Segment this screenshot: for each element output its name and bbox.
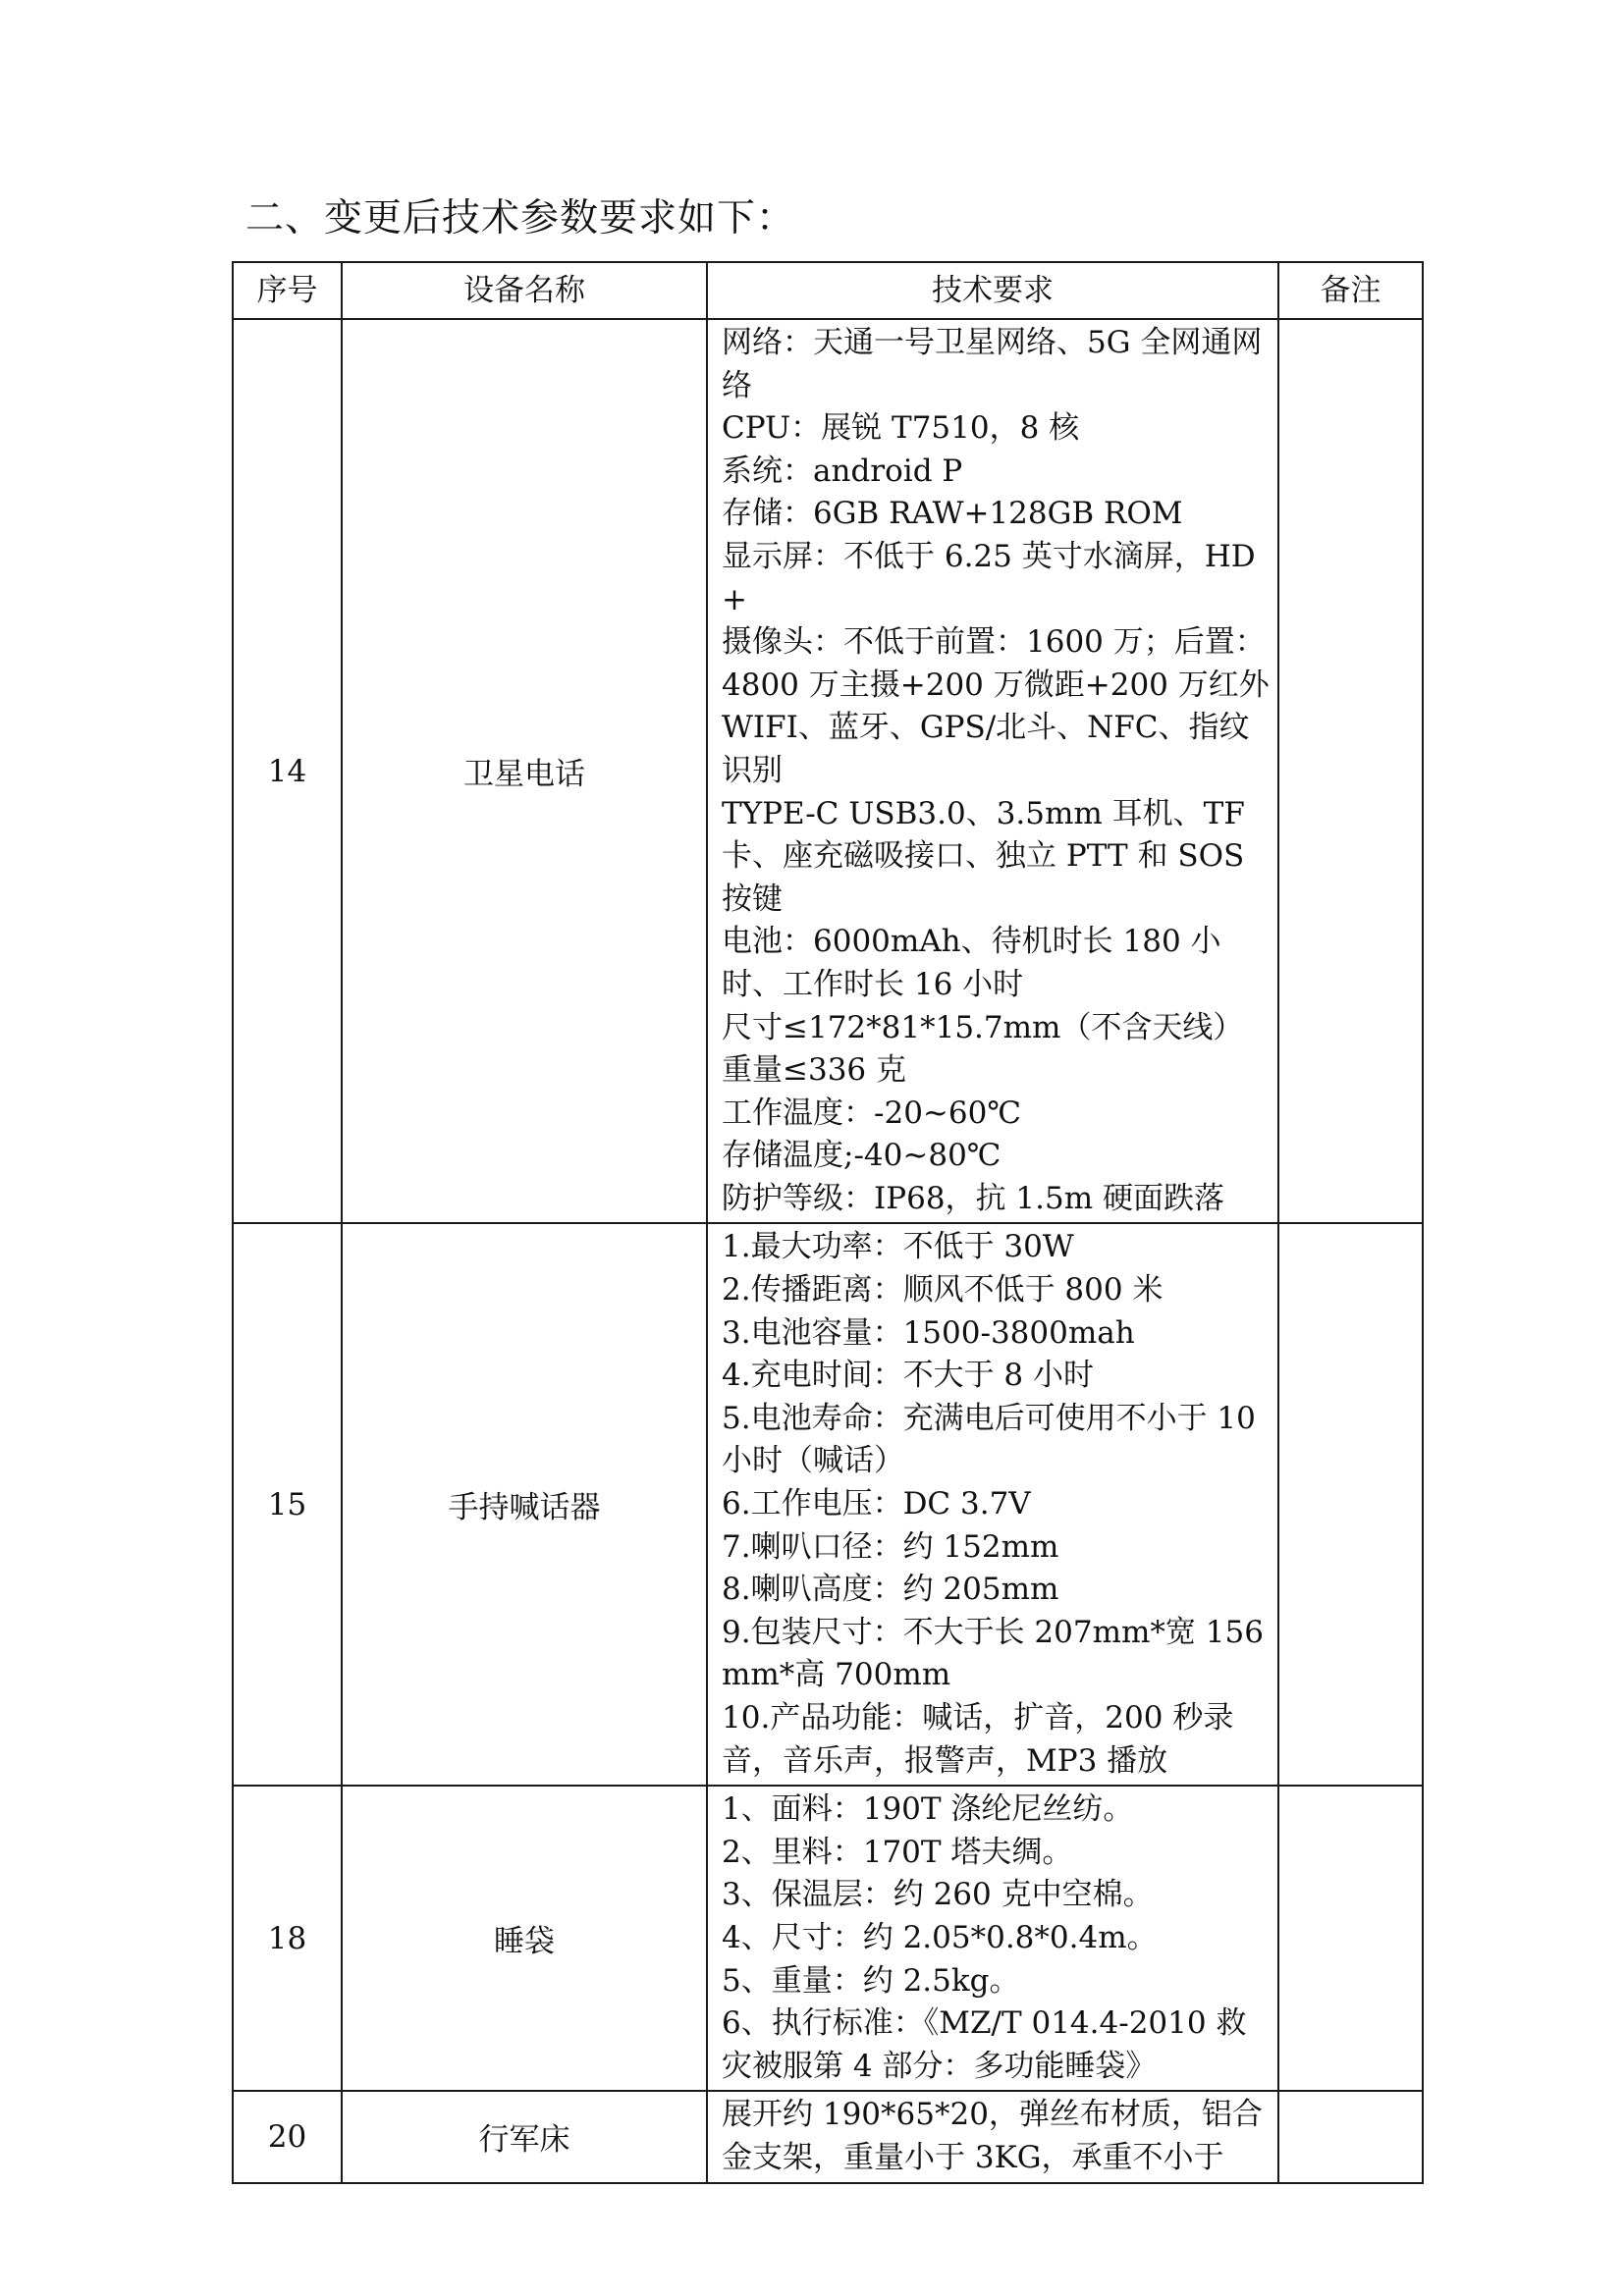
- requirement-line: 系统：android P: [722, 453, 963, 489]
- requirement-line: WIFI、蓝牙、GPS/北斗、NFC、指纹识别: [722, 710, 1250, 788]
- requirement-line: 显示屏：不低于 6.25 英寸水滴屏，HD+: [722, 538, 1256, 617]
- requirement-line: 6.工作电压：DC 3.7V: [722, 1486, 1031, 1522]
- requirement-line: 7.喇叭口径：约 152mm: [722, 1528, 1059, 1565]
- requirement-line: 网络：天通一号卫星网络、5G 全网通网络: [722, 325, 1263, 403]
- requirement-line: 3.电池容量：1500-3800mah: [722, 1314, 1135, 1351]
- row-requirements: [707, 1786, 1278, 2091]
- requirement-line: 9.包装尺寸：不大于长 207mm*宽 156mm*高 700mm: [722, 1614, 1264, 1693]
- row-device-name: 行军床: [342, 2091, 707, 2182]
- spec-table: [232, 261, 1424, 2184]
- row-requirements: [707, 2091, 1278, 2182]
- requirement-line: 3、保温层：约 260 克中空棉。: [722, 1877, 1154, 1913]
- requirement-line: 重量≤336 克: [722, 1052, 906, 1089]
- requirement-line: 5、重量：约 2.5kg。: [722, 1962, 1020, 1999]
- table-row: [233, 319, 1423, 1223]
- requirement-line: 工作温度：-20~60℃: [722, 1095, 1022, 1131]
- header-requirements: 技术要求: [707, 262, 1278, 319]
- requirement-line: 2.传播距离：顺风不低于 800 米: [722, 1272, 1164, 1308]
- requirement-line: 尺寸≤172*81*15.7mm（不含天线）: [722, 1009, 1244, 1045]
- table-row: [233, 1786, 1423, 2091]
- row-remark: [1278, 1786, 1423, 2091]
- requirement-line: 4.充电时间：不大于 8 小时: [722, 1358, 1095, 1394]
- row-no: 15: [233, 1223, 342, 1786]
- requirement-line: 5.电池寿命：充满电后可使用不小于 10 小时（喊话）: [722, 1400, 1256, 1479]
- row-remark: [1278, 2091, 1423, 2182]
- row-device-name: 睡袋: [342, 1786, 707, 2091]
- table-header-row: [233, 262, 1423, 319]
- requirement-line: 电池：6000mAh、待机时长 180 小时、工作时长 16 小时: [722, 924, 1221, 1002]
- table-row: [233, 2091, 1423, 2182]
- requirement-line: 6、执行标准：《MZ/T 014.4-2010 救灾被服第 4 部分：多功能睡袋》: [722, 2005, 1247, 2084]
- requirement-line: 展开约 190*65*20，弹丝布材质，铝合金支架，重量小于 3KG，承重不小于: [722, 2097, 1263, 2175]
- row-no: 18: [233, 1786, 342, 2091]
- row-device-name: 卫星电话: [342, 319, 707, 1223]
- row-requirements: [707, 319, 1278, 1223]
- row-device-name: 手持喊话器: [342, 1223, 707, 1786]
- requirement-line: 1、面料：190T 涤纶尼丝纺。: [722, 1791, 1134, 1828]
- requirement-line: 1.最大功率：不低于 30W: [722, 1229, 1074, 1265]
- requirement-line: 4、尺寸：约 2.05*0.8*0.4m。: [722, 1919, 1158, 1955]
- header-remark: 备注: [1278, 262, 1423, 319]
- row-requirements: [707, 1223, 1278, 1786]
- requirement-line: 防护等级：IP68，抗 1.5m 硬面跌落: [722, 1180, 1224, 1216]
- requirement-line: CPU：展锐 T7510，8 核: [722, 410, 1080, 447]
- row-no: 20: [233, 2091, 342, 2182]
- header-no: 序号: [233, 262, 342, 319]
- requirement-line: 摄像头：不低于前置：1600 万；后置：4800 万主摄+200 万微距+200 万红外: [722, 624, 1270, 703]
- section-heading: 二、变更后技术参数要求如下：: [245, 196, 796, 240]
- header-name: 设备名称: [342, 262, 707, 319]
- requirement-line: 8.喇叭高度：约 205mm: [722, 1572, 1059, 1608]
- requirement-line: 存储：6GB RAW+128GB ROM: [722, 496, 1183, 532]
- requirement-line: 2、里料：170T 塔夫绸。: [722, 1834, 1073, 1870]
- requirement-line: 存储温度;-40~80℃: [722, 1138, 1001, 1174]
- requirement-line: TYPE-C USB3.0、3.5mm 耳机、TF 卡、座充磁吸接口、独立 PTT 和 SOS 按键: [722, 795, 1245, 917]
- requirement-line: 10.产品功能：喊话，扩音，200 秒录音，音乐声，报警声，MP3 播放: [722, 1700, 1234, 1779]
- row-remark: [1278, 1223, 1423, 1786]
- row-remark: [1278, 319, 1423, 1223]
- row-no: 14: [233, 319, 342, 1223]
- table-row: [233, 1223, 1423, 1786]
